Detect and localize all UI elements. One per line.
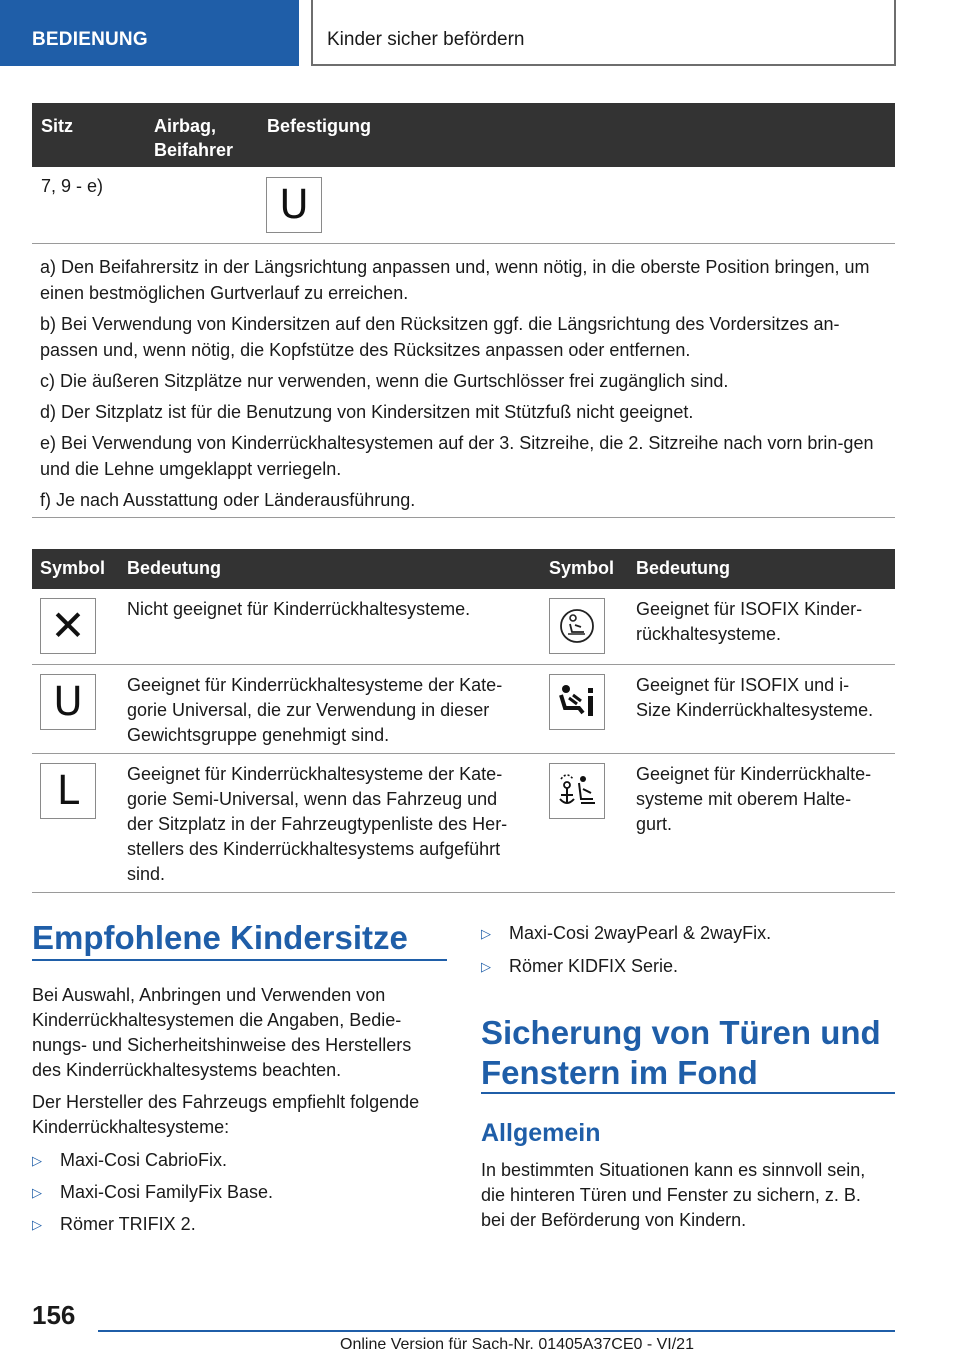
bullet-triangle-icon: ▷ bbox=[32, 1154, 42, 1169]
col-symbol-1: Symbol bbox=[40, 558, 106, 578]
meaning-text: Geeignet für Kinderrückhaltesysteme der Kate- gorie Universal, die zur Verwendung in dieser Gewichtsgruppe genehmigt sind. bbox=[127, 675, 503, 745]
section-tab: BEDIENUNG bbox=[0, 0, 299, 66]
bullet-triangle-icon: ▷ bbox=[32, 1218, 42, 1233]
symbol-table-header bbox=[32, 549, 895, 589]
heading-rule bbox=[32, 959, 447, 961]
meaning-text: Geeignet für ISOFIX und i- Size Kinderrückhaltesysteme. bbox=[636, 675, 874, 720]
manufacturer-paragraph: Der Hersteller des Fahrzeugs empfiehlt folgende Kinderrückhaltesysteme: bbox=[32, 1092, 420, 1137]
symbol-table-row bbox=[32, 589, 895, 665]
intro-paragraph: Bei Auswahl, Anbringen und Verwenden von Kinderrückhaltesystemen die Angaben, Bedie- nungs- und Sicherheitshinweise des Herstellers des Kinderrückhaltesystems beachten. bbox=[32, 985, 412, 1080]
meaning-text: Geeignet für Kinderrückhaltesysteme der Kate- gorie Semi-Universal, wenn das Fahrzeug und der Sitzplatz in der Fahrzeugtypenliste des Her- stellers des Kinderrückhaltesystems aufgeführt sind. bbox=[127, 764, 508, 884]
subheading-allgemein: Allgemein bbox=[481, 1119, 601, 1147]
online-version-note: Online Version für Sach-Nr. 01405A37CE0 - VI/21 bbox=[340, 1336, 694, 1353]
meaning-text: Geeignet für Kinderrückhalte- systeme mit oberem Halte- gurt. bbox=[636, 764, 872, 834]
bullet-triangle-icon: ▷ bbox=[481, 960, 491, 975]
heading-empfohlene-kindersitze: Empfohlene Kindersitze bbox=[32, 919, 408, 956]
page-number: 156 bbox=[32, 1300, 76, 1330]
note-c: c) Die äußeren Sitzplätze nur verwenden, wenn die Gurtschlösser frei zugänglich sind. bbox=[40, 371, 729, 391]
bullet-triangle-icon: ▷ bbox=[32, 1186, 42, 1201]
semi-universal-symbol-icon: L bbox=[40, 763, 96, 819]
isofix-seat-icon bbox=[549, 598, 605, 654]
note-d: d) Der Sitzplatz ist für die Benutzung von Kindersitzen mit Stützfuß nicht geeignet. bbox=[40, 402, 694, 422]
note-a: a) Den Beifahrersitz in der Längsrichtung anpassen und, wenn nötig, in die oberste Position bringen, um einen bestmöglichen Gurtverlauf zu erreichen. bbox=[40, 257, 870, 303]
heading-rule bbox=[481, 1092, 895, 1094]
symbol-table-row bbox=[32, 665, 895, 754]
note-e: e) Bei Verwendung von Kinderrückhaltesystemen auf der 3. Sitzreihe, die 2. Sitzreihe nach vorn brin-gen und die Lehne umgeklappt verriegeln. bbox=[40, 433, 874, 479]
chapter-title-text: Kinder sicher befördern bbox=[327, 29, 525, 50]
footnotes bbox=[32, 244, 895, 518]
universal-symbol-icon: U bbox=[40, 674, 96, 730]
col-befestigung: Befestigung bbox=[267, 116, 372, 136]
col-sitz: Sitz bbox=[41, 116, 74, 136]
note-b: b) Bei Verwendung von Kindersitzen auf den Rücksitzen ggf. die Längsrichtung des Vordersitzes an-passen und, wenn nötig, die Kopfstütze des Rücksitzes anpassen oder entfernen. bbox=[40, 314, 840, 360]
row-sitz: 7, 9 - e) bbox=[41, 176, 104, 196]
meaning-text: Geeignet für ISOFIX Kinder- rückhaltesysteme. bbox=[636, 599, 863, 644]
footer-rule bbox=[98, 1330, 895, 1332]
col-bedeutung-2: Bedeutung bbox=[636, 558, 730, 578]
meaning-text: Nicht geeignet für Kinderrückhaltesysteme. bbox=[127, 599, 471, 619]
col-bedeutung-1: Bedeutung bbox=[127, 558, 221, 578]
symbol-table-row bbox=[32, 754, 895, 893]
top-tether-anchor-icon bbox=[549, 763, 605, 819]
seat-table-header bbox=[32, 103, 895, 167]
col-symbol-2: Symbol bbox=[549, 558, 615, 578]
not-suitable-icon: ✕ bbox=[40, 598, 96, 654]
note-f: f) Je nach Ausstattung oder Länderausführung. bbox=[40, 490, 416, 510]
i-size-seat-icon bbox=[549, 674, 605, 730]
col-airbag: Airbag, Beifahrer bbox=[154, 116, 234, 160]
chapter-title bbox=[311, 0, 896, 66]
allgemein-paragraph: In bestimmten Situationen kann es sinnvoll sein, die hinteren Türen und Fenster zu sichern, z. B. bei der Beförderung von Kindern. bbox=[481, 1160, 866, 1230]
bullet-triangle-icon: ▷ bbox=[481, 927, 491, 942]
heading-sicherung-tueren: Sicherung von Türen und Fenstern im Fond bbox=[481, 1014, 881, 1091]
seat-table-row bbox=[32, 167, 895, 244]
universal-symbol-icon: U bbox=[266, 177, 322, 233]
